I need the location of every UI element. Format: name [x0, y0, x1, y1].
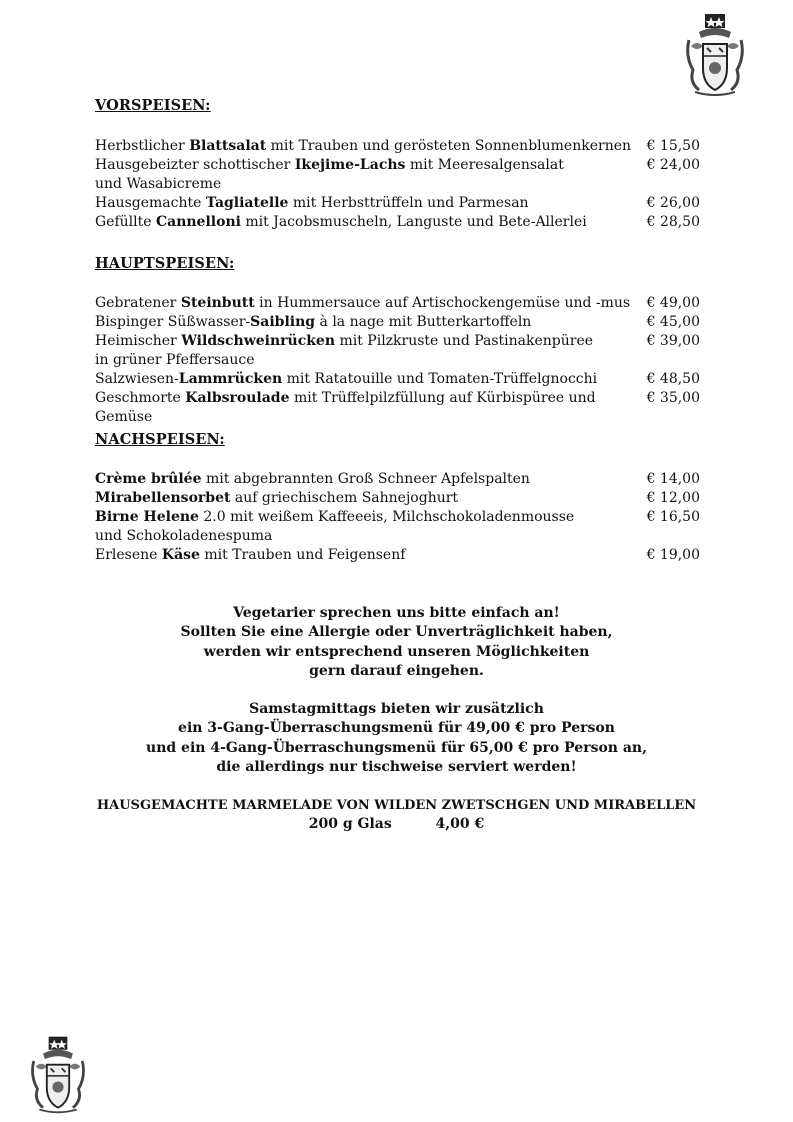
menu-item: Crème brûlée mit abgebrannten Groß Schneer Apfelspalten € 14,00 [95, 471, 700, 487]
menu-item: Erlesene Käse mit Trauben und Feigensenf € 19,00 [95, 547, 700, 563]
item-price: € 12,00 [646, 490, 700, 506]
menu-item: Hausgemachte Tagliatelle mit Herbsttrüffeln und Parmesan € 26,00 [95, 195, 700, 211]
section-title-nachspeisen: NACHSPEISEN: [95, 431, 225, 448]
menu-item: Birne Helene 2.0 mit weißem Kaffeeeis, Milchschokoladenmousse und Schokoladenespuma € 16,50 [95, 509, 700, 544]
item-price: € 19,00 [646, 547, 700, 563]
note-line: Samstagmittags bieten wir zusätzlich [249, 701, 544, 717]
note-line: gern darauf eingehen. [309, 663, 484, 680]
item-price: € 24,00 [646, 157, 700, 173]
saturday-note [0, 700, 793, 778]
item-price: € 35,00 [646, 390, 700, 406]
note-line: Vegetarier sprechen uns bitte einfach an! [233, 605, 560, 621]
item-price: € 14,00 [646, 471, 700, 487]
section-title-vorspeisen: VORSPEISEN: [95, 97, 211, 114]
menu-item: Bispinger Süßwasser-Saibling à la nage mit Butterkartoffeln € 45,00 [95, 314, 700, 330]
note-line: ein 3-Gang-Überraschungsmenü für 49,00 € pro Person [178, 720, 615, 737]
menu-item: Hausgebeizter schottischer Ikejime-Lachs mit Meeresalgensalat und Wasabicreme € 24,00 [95, 157, 700, 192]
section-title-hauptspeisen: HAUPTSPEISEN: [95, 255, 235, 272]
menu-item: Gebratener Steinbutt in Hummersauce auf Artischockengemüse und -mus € 49,00 [95, 295, 700, 311]
jam-title: HAUSGEMACHTE MARMELADE VON WILDEN ZWETSCHGEN UND MIRABELLEN [96, 798, 697, 813]
item-price: € 48,50 [646, 371, 700, 387]
note-line: werden wir entsprechend unseren Möglichkeiten [203, 643, 590, 660]
coat-of-arms-icon [30, 1034, 86, 1114]
menu-item: Mirabellensorbet auf griechischem Sahnejoghurt € 12,00 [95, 490, 700, 506]
menu-item: Salzwiesen-Lammrücken mit Ratatouille und Tomaten-Trüffelgnocchi € 48,50 [95, 371, 700, 387]
item-price: € 16,50 [646, 509, 700, 525]
menu-item: Gefüllte Cannelloni mit Jacobsmuscheln, Languste und Bete-Allerlei € 28,50 [95, 214, 700, 230]
item-price: € 28,50 [646, 214, 700, 230]
jam-price: 4,00 € [435, 816, 485, 833]
item-price: € 26,00 [646, 195, 700, 211]
note-line: und ein 4-Gang-Überraschungsmenü für 65,00 € pro Person an, [146, 739, 647, 756]
allergy-note [0, 604, 793, 682]
note-line: Sollten Sie eine Allergie oder Unverträglichkeit haben, [180, 624, 613, 641]
coat-of-arms-icon [685, 12, 745, 96]
menu-item: Geschmorte Kalbsroulade mit Trüffelpilzfüllung auf Kürbispüree und Gemüse € 35,00 [95, 390, 700, 425]
item-price: € 39,00 [646, 333, 700, 349]
item-price: € 49,00 [646, 295, 700, 311]
jam-offer [0, 796, 793, 835]
jam-size: 200 g Glas [308, 816, 392, 833]
menu-item: Herbstlicher Blattsalat mit Trauben und gerösteten Sonnenblumenkernen € 15,50 [95, 138, 700, 154]
menu-item: Heimischer Wildschweinrücken mit Pilzkruste und Pastinakenpüree in grüner Pfeffersauce € 39,00 [95, 333, 700, 368]
note-line: die allerdings nur tischweise serviert werden! [216, 759, 577, 776]
item-price: € 45,00 [646, 314, 700, 330]
item-price: € 15,50 [646, 138, 700, 154]
